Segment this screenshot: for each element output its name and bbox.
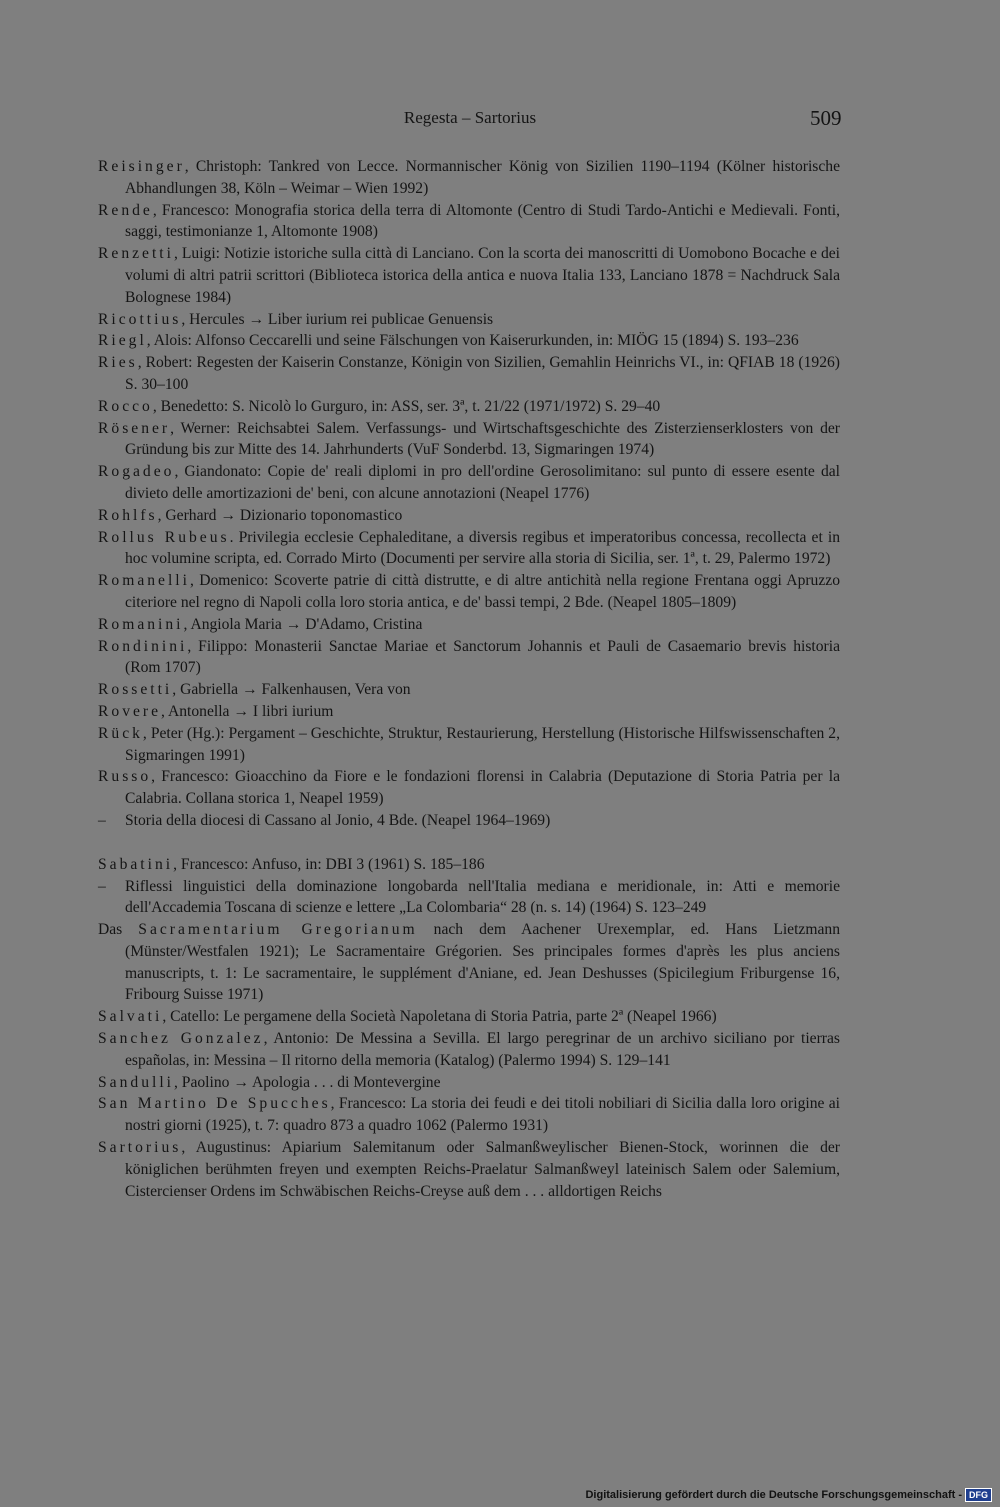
page-number: 509 — [810, 106, 842, 130]
bibliography-entry — [98, 766, 840, 810]
entry-text: , Benedetto: S. Nicolò lo Gurguro, in: ASS, ser. 3ª, t. 21/22 (1971/1972) S. 29–40 — [152, 397, 661, 415]
bibliography-entry — [98, 919, 840, 1006]
bibliography-entry — [98, 614, 840, 636]
entry-author: Rollus Rubeus — [98, 528, 230, 546]
bibliography-entry — [98, 1137, 840, 1202]
entry-text: , Werner: Reichsabtei Salem. Verfassungs- und Wirtschaftsgeschichte des Zisterzienserklosters von der Gründung bis zur Mitte des 14. Jahrhunderts (VuF Sonderbd. 13, Sigmaringen 1974) — [125, 419, 840, 459]
entry-text: , Giandonato: Copie de' reali diplomi in pro dell'ordine Gerosolimitano: sul punto di essere esente dal divieto delle amortizazioni de' beni, con alcune annotazioni (Neapel 1776) — [125, 463, 840, 502]
bibliography-entry — [98, 309, 840, 331]
entry-text: , Robert: Regesten der Kaiserin Constanze, Königin von Sizilien, Gemahlin Heinrichs VI., in: QFIAB 18 (1926) S. 30–100 — [125, 354, 840, 393]
entry-author: San Martino De Spucches — [98, 1095, 331, 1113]
entry-text: , Francesco: Anfuso, in: DBI 3 (1961) S. 185–186 — [173, 855, 485, 873]
bibliography-entry — [98, 1028, 840, 1072]
dfg-logo: DFG — [965, 1488, 992, 1502]
entry-author: Riegl — [98, 332, 147, 350]
bibliography-entry — [98, 1072, 840, 1094]
entry-text: , Angiola Maria → D'Adamo, Cristina — [183, 615, 423, 633]
entry-text: . Privilegia ecclesie Cephaleditane, a diversis regibus et imperatoribus concessa, recollecta et in hoc volumine scripta, ed. Corrado Mirto (Documenti per servire alla storia di Sicilia, ser. 1ª, t. 29, Palermo 1972) — [125, 528, 840, 568]
entry-text: , Catello: Le pergamene della Società Napoletana di Storia Patria, parte 2ª (Neapel 1966) — [162, 1008, 717, 1026]
entry-text: Riflessi linguistici della dominazione longobarda nell'Italia mediana e meridionale, in: Atti e memorie dell'Accademia Toscana di scienze e lettere „La Colombaria“ 28 (n. s. 14) (1964) S. 123–249 — [125, 877, 840, 917]
entry-author: Rück — [98, 724, 143, 742]
entry-text: , Peter (Hg.): Pergament – Geschichte, Struktur, Restaurierung, Herstellung (Historische Hilfswissenschaften 2, Sigmaringen 1991) — [125, 724, 840, 764]
bibliography-entry — [98, 243, 840, 308]
bibliography-entry — [98, 505, 840, 527]
entry-text: , Filippo: Monasterii Sanctae Mariae et Sanctorum Johannis et Pauli de Casaemario brevis historia (Rom 1707) — [125, 637, 840, 677]
bibliography-entry — [98, 636, 840, 680]
entry-text: , Antonella → I libri iurium — [161, 702, 334, 720]
footer-credit: Digitalisierung gefördert durch die Deutsche Forschungsgemeinschaft - — [585, 1489, 962, 1501]
entry-author: Rossetti — [98, 681, 173, 699]
entry-author: Ricottius — [98, 310, 182, 328]
bibliography-entry — [98, 527, 840, 571]
bibliography-entry — [98, 200, 840, 244]
bibliography-entry — [98, 679, 840, 701]
ditto-dash: – — [98, 811, 106, 829]
entry-text: , Paolino → Apologia . . . di Montevergine — [173, 1073, 441, 1091]
entry-text: , Antonio: De Messina a Sevilla. El largo peregrinar de un archivo siciliano por tierras españolas, in: Messina – Il ritorno della memoria (Katalog) (Palermo 1994) S. 129–141 — [125, 1030, 840, 1069]
entry-text: , Gabriella → Falkenhausen, Vera von — [172, 681, 411, 699]
entry-text: , Francesco: Gioacchino da Fiore e le fondazioni florensi in Calabria (Deputazione di Storia Patria per la Calabria. Collana storica 1, Neapel 1959) — [125, 768, 840, 808]
entry-author: Sacramentarium Gregorianum — [138, 921, 418, 939]
entry-text: , Alois: Alfonso Ceccarelli und seine Fälschungen von Kaiserurkunden, in: MIÖG 15 (1894) S. 193–236 — [146, 332, 799, 350]
entry-author: Sanchez Gonzalez — [98, 1030, 264, 1048]
bibliography-entry — [98, 876, 840, 920]
entry-text: , Hercules → Liber iurium rei publicae Genuensis — [181, 310, 494, 328]
bibliography-entry — [98, 570, 840, 614]
entry-author: Romanelli — [98, 572, 190, 590]
bibliography-entry — [98, 418, 840, 462]
bibliography-entry — [98, 810, 840, 832]
entry-author: Sartorius — [98, 1139, 182, 1157]
entry-author: Sabatini — [98, 855, 174, 873]
bibliography-entry — [98, 156, 840, 200]
entry-author: Sandulli — [98, 1073, 174, 1091]
page-header — [0, 106, 1000, 134]
entry-text: , Christoph: Tankred von Lecce. Normannischer König von Sizilien 1190–1194 (Kölner historische Abhandlungen 38, Köln – Weimar – Wien 1992) — [125, 158, 840, 197]
entry-author: Rogadeo — [98, 463, 175, 481]
bibliography-entry — [98, 396, 840, 418]
bibliography-entry — [98, 461, 840, 505]
bibliography-entry — [98, 330, 840, 352]
footer — [585, 1487, 992, 1503]
entry-text: , Gerhard → Dizionario toponomastico — [157, 506, 403, 524]
entry-author: Russo — [98, 768, 152, 786]
entry-text: Storia della diocesi di Cassano al Jonio, 4 Bde. (Neapel 1964–1969) — [125, 811, 551, 829]
entry-text: , Augustinus: Apiarium Salemitanum oder Salmanßweylischer Bienen-Stock, worinnen die der königlichen berühmten freyen und exempten Reichs-Praelatur Salmanßweyl lateinisch Salem oder Salemium, Cistercienser Ordens im Schwäbischen Reichs-Creyse auß dem . . . alldortigen Reichs — [125, 1139, 840, 1200]
entry-author: Rösener — [98, 419, 171, 437]
entry-prefix: Das — [98, 921, 139, 939]
entry-author: Salvati — [98, 1008, 163, 1026]
bibliography-entry — [98, 352, 840, 396]
entry-author: Ries — [98, 354, 138, 372]
entry-author: Romanini — [98, 615, 184, 633]
entry-author: Rocco — [98, 397, 153, 415]
entry-author: Rohlfs — [98, 506, 158, 524]
entry-author: Reisinger — [98, 158, 185, 175]
entry-text: , Luigi: Notizie istoriche sulla città di Lanciano. Con la scorta dei manoscritti di Uomobono Bocache e dei volumi di altri patrii scrittori (Biblioteca istorica della antica e nuova Italia 133, Lanciano 1878 = Nachdruck Sala Bolognese 1984) — [125, 245, 840, 306]
entry-author: Rende — [98, 201, 153, 219]
entry-text: nach dem Aachener Urexemplar, ed. Hans Lietzmann (Münster/Westfalen 1921); Le Sacramentaire Grégorien. Ses principales formes d'après les plus anciens manuscripts, t. 1: Le sacramentaire, le supplément d'Aniane, ed. Jean Deshusses (Spicilegium Friburgense 16, Fribourg Suisse 1971) — [125, 921, 840, 1004]
entry-author: Rovere — [98, 702, 162, 720]
bibliography-entry — [98, 1093, 840, 1137]
bibliography-list — [98, 156, 840, 1202]
entry-text: , Francesco: La storia dei feudi e dei titoli nobiliari di Sicilia dalla loro origine ai nostri giorni (1925), t. 7: quadro 873 a quadro 1062 (Palermo 1931) — [125, 1095, 840, 1135]
bibliography-entry — [98, 1006, 840, 1028]
bibliography-entry — [98, 723, 840, 767]
bibliography-entry — [98, 854, 840, 876]
entry-author: Renzetti — [98, 245, 174, 263]
entry-text: , Domenico: Scoverte patrie di città distrutte, e di altre antichità nella regione Frentana oggi Apruzzo citeriore nel regno di Napoli colla loro storia antica, e de' bassi tempi, 2 Bde. (Neapel 1805–1809) — [125, 572, 840, 611]
entry-author: Rondinini — [98, 637, 188, 655]
bibliography-entry — [98, 701, 840, 723]
running-head: Regesta – Sartorius — [403, 108, 537, 127]
ditto-dash: – — [98, 877, 106, 895]
entry-text: , Francesco: Monografia storica della terra di Altomonte (Centro di Studi Tardo-Antichi e Medievali. Fonti, saggi, testimonianze 1, Altomonte 1908) — [125, 201, 840, 241]
